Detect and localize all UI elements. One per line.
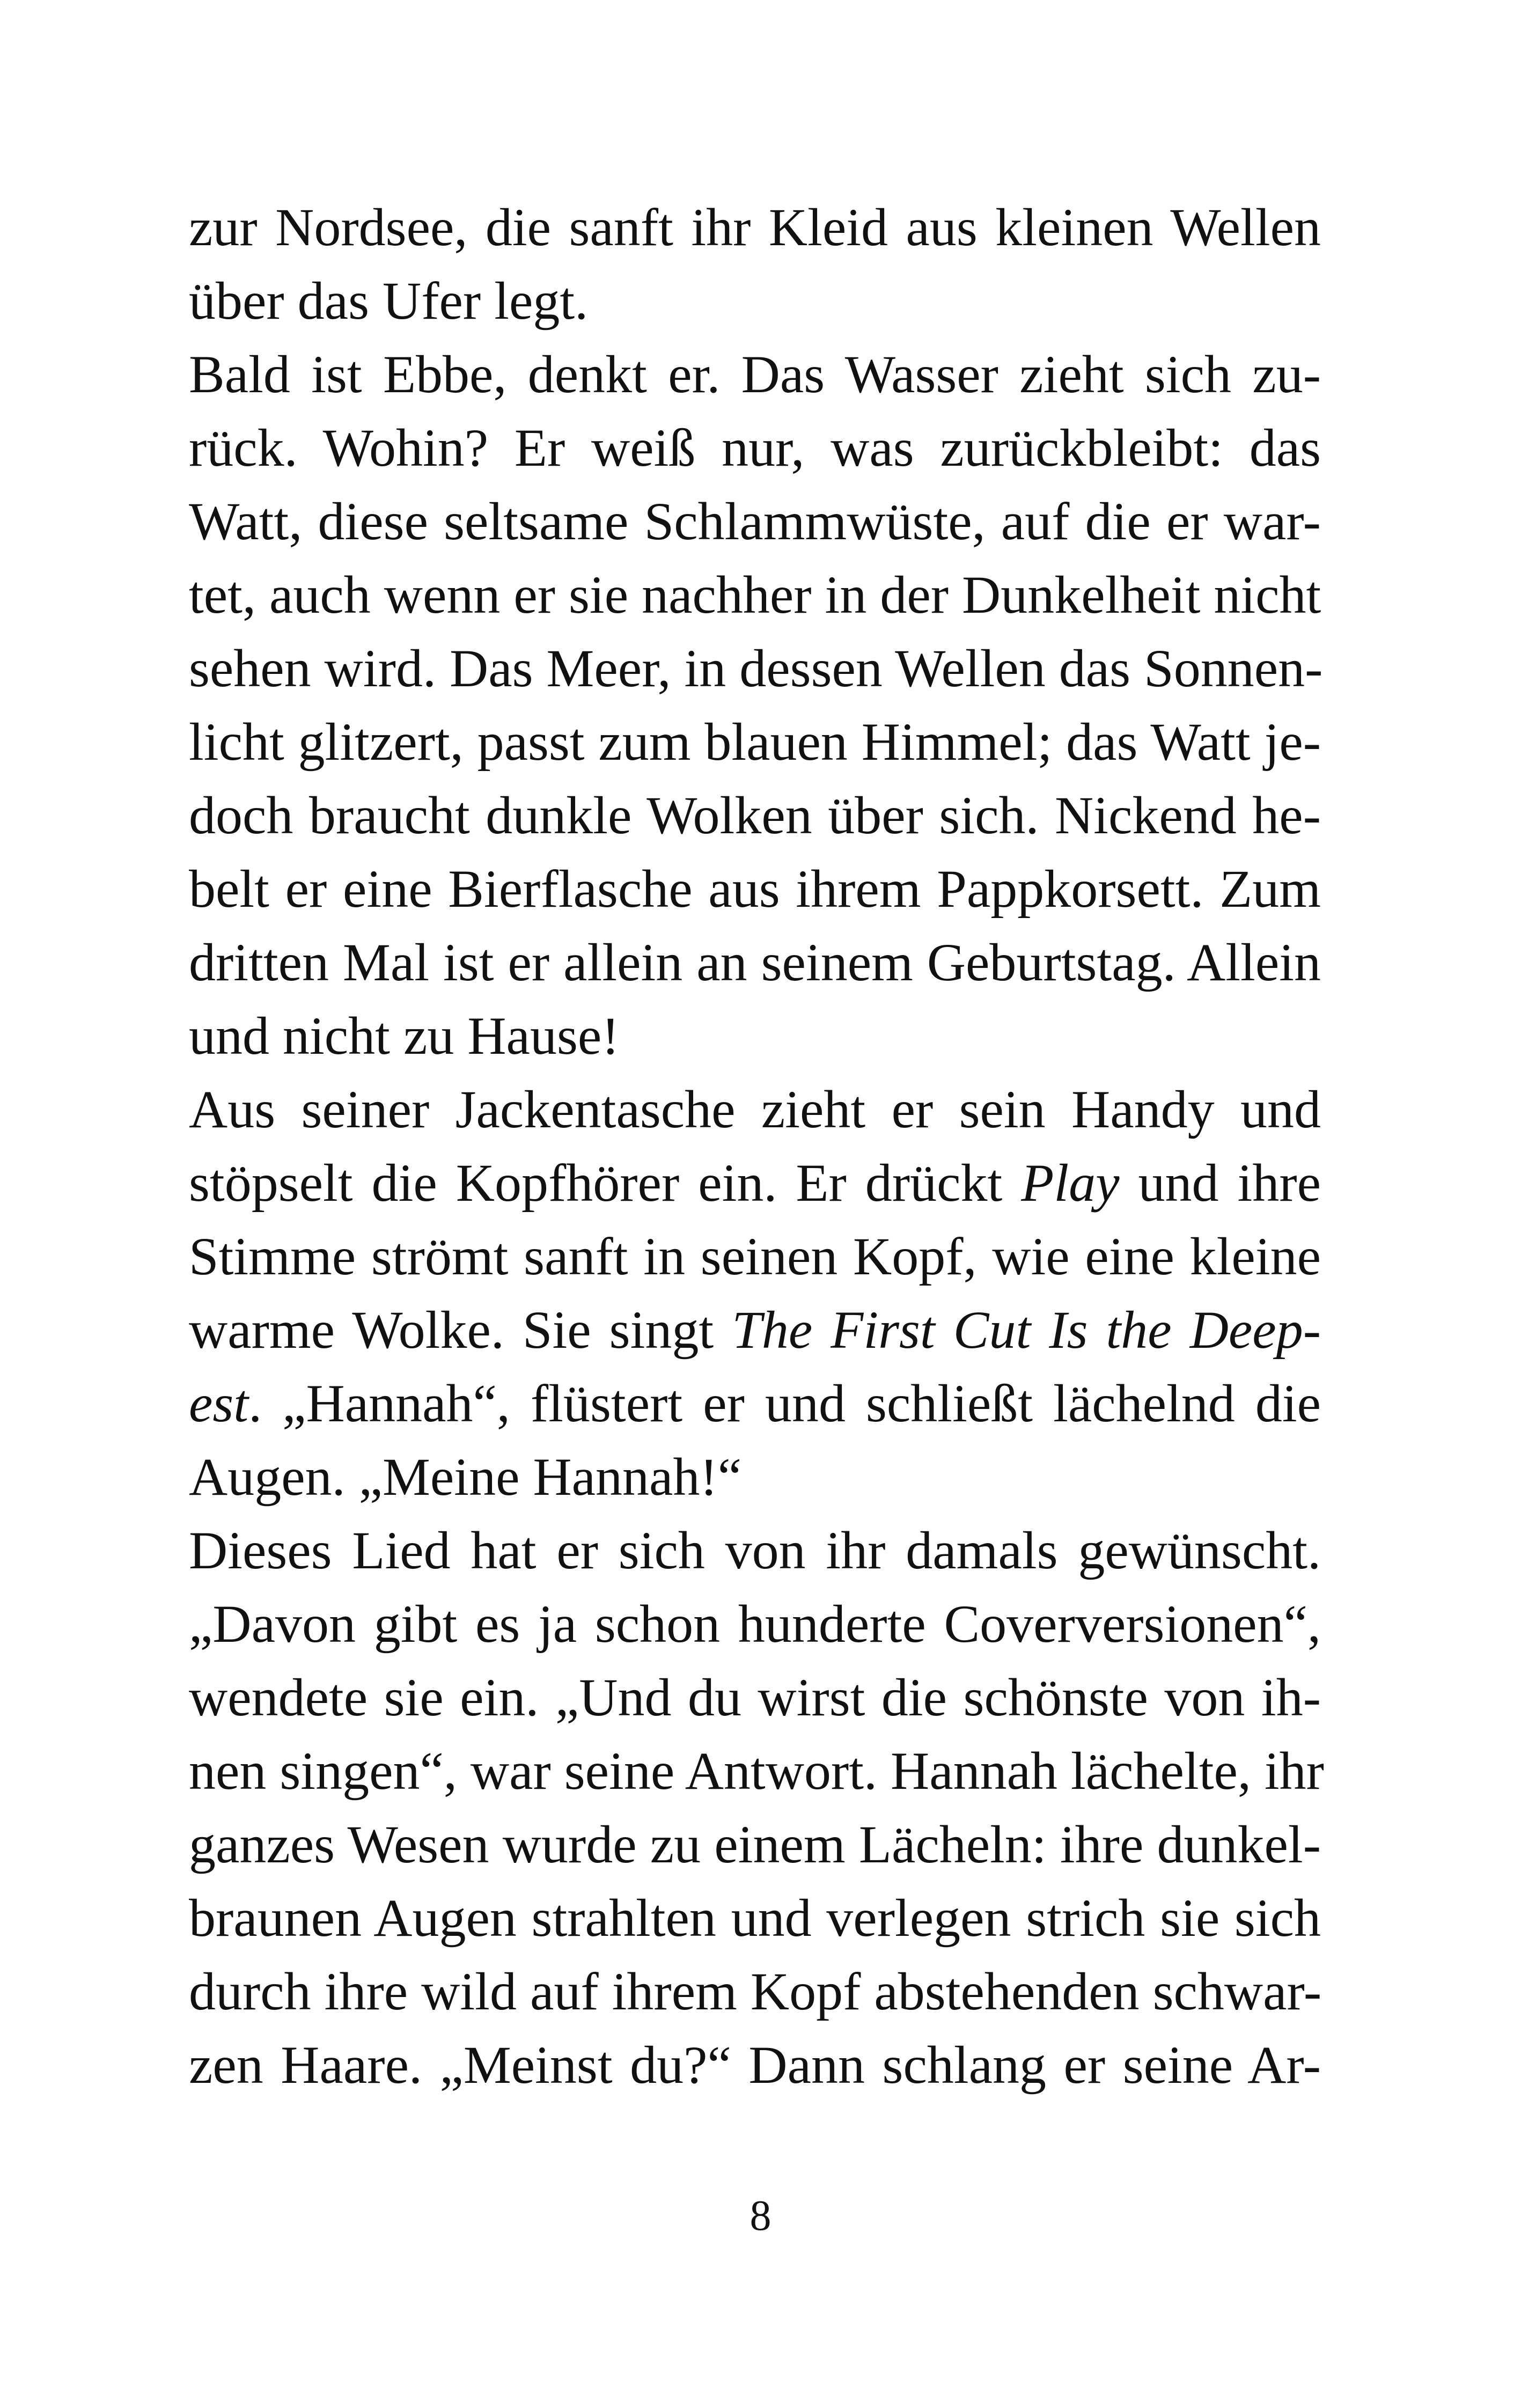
- paragraph: [189, 190, 1321, 337]
- text-segment: Dieses Lied hat er sich von ihr damals gewünscht.: [189, 1521, 1321, 1580]
- text-line: [189, 852, 1321, 926]
- text-segment: über das Ufer legt.: [189, 271, 589, 331]
- text-segment: und nicht zu Hause!: [189, 1006, 620, 1066]
- text-segment: Augen. „Meine Hannah!“: [189, 1447, 742, 1507]
- text-line: [189, 779, 1321, 852]
- text-line: [189, 1955, 1321, 2028]
- text-segment: dritten Mal ist er allein an seinem Geburtstag. Allein: [189, 933, 1321, 992]
- text-segment: „Davon gibt es ja schon hunderte Coverversionen“,: [189, 1594, 1321, 1654]
- text-segment: und ihre: [1119, 1153, 1321, 1213]
- text-line: [189, 1881, 1321, 1955]
- text-line: [189, 1146, 1321, 1220]
- text-line: [189, 1073, 1321, 1146]
- text-line: [189, 1734, 1324, 1808]
- text-line: [189, 1514, 1321, 1587]
- text-segment: doch braucht dunkle Wolken über sich. Nickend he-: [189, 785, 1321, 845]
- text-line: [189, 926, 1321, 999]
- text-segment: sehen wird. Das Meer, in dessen Wellen das Sonnen-: [189, 638, 1323, 698]
- text-segment: tet, auch wenn er sie nachher in der Dunkelheit nicht: [189, 565, 1321, 625]
- text-segment: zur Nordsee, die sanft ihr Kleid aus kleinen Wellen: [189, 197, 1321, 257]
- text-segment: . „Hannah“, flüstert er und schließt lächelnd die: [248, 1374, 1321, 1433]
- text-line: [189, 1440, 1321, 1514]
- text-segment: ganzes Wesen wurde zu einem Lächeln: ihre dunkel-: [189, 1815, 1321, 1874]
- text-segment: zen Haare. „Meinst du?“ Dann schlang er seine Ar-: [189, 2035, 1321, 2095]
- page-number: 8: [750, 2192, 771, 2240]
- text-segment: Watt, diese seltsame Schlammwüste, auf die er war-: [189, 491, 1321, 551]
- text-line: [189, 1293, 1321, 1367]
- paragraph: [189, 1514, 1324, 2102]
- italic-text: The First Cut Is the Deep-: [732, 1300, 1321, 1360]
- text-line: [189, 411, 1321, 484]
- text-line: [189, 705, 1321, 779]
- text-line: [189, 1808, 1321, 1881]
- text-line: [189, 264, 1321, 337]
- text-segment: rück. Wohin? Er weiß nur, was zurückbleibt: das: [189, 418, 1321, 478]
- text-segment: Bald ist Ebbe, denkt er. Das Wasser zieht sich zu-: [189, 344, 1321, 404]
- text-line: [189, 632, 1321, 705]
- text-line: [189, 1367, 1321, 1440]
- text-line: [189, 1587, 1321, 1661]
- text-line: [189, 1220, 1321, 1293]
- text-line: [189, 558, 1321, 632]
- text-line: [189, 2028, 1321, 2102]
- text-segment: nen singen“, war seine Antwort. Hannah lächelte, ihr: [189, 1741, 1324, 1801]
- text-segment: licht glitzert, passt zum blauen Himmel; das Watt je-: [189, 712, 1321, 772]
- italic-text: est: [189, 1374, 249, 1433]
- text-segment: warme Wolke. Sie singt: [189, 1300, 732, 1360]
- text-line: [189, 1661, 1321, 1734]
- text-line: [189, 999, 1321, 1073]
- text-segment: durch ihre wild auf ihrem Kopf abstehenden schwar-: [189, 1962, 1322, 2021]
- body-text: [189, 190, 1324, 2102]
- text-segment: wendete sie ein. „Und du wirst die schönste von ih-: [189, 1668, 1321, 1727]
- text-segment: braunen Augen strahlten und verlegen strich sie sich: [189, 1888, 1321, 1948]
- text-segment: stöpselt die Kopfhörer ein. Er drückt: [189, 1153, 1022, 1213]
- text-line: [189, 484, 1321, 558]
- italic-text: Play: [1021, 1153, 1120, 1213]
- paragraph: [189, 1073, 1321, 1514]
- text-segment: Stimme strömt sanft in seinen Kopf, wie eine kleine: [189, 1227, 1321, 1286]
- text-segment: Aus seiner Jackentasche zieht er sein Handy und: [189, 1080, 1321, 1139]
- text-segment: belt er eine Bierflasche aus ihrem Pappkorsett. Zum: [189, 859, 1321, 919]
- paragraph: [189, 337, 1321, 1073]
- text-line: [189, 337, 1321, 411]
- text-line: [189, 190, 1321, 264]
